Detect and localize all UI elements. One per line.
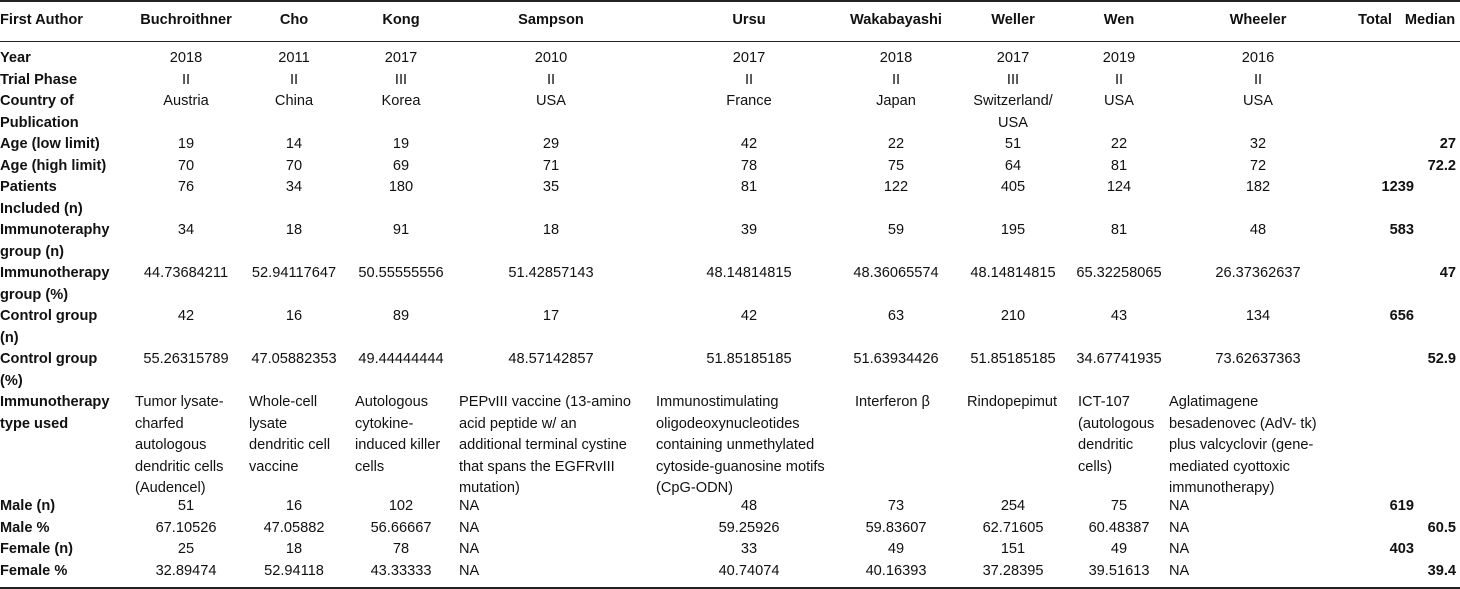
median-value: 72.2 xyxy=(1427,157,1456,174)
median-value: 47 xyxy=(1439,265,1456,281)
table-cell: II xyxy=(546,71,556,88)
table-cell: plus valcyclovir (gene- xyxy=(1169,437,1314,453)
table-cell: China xyxy=(274,93,314,109)
table-cell: that spans the EGFRvIII xyxy=(459,458,615,475)
top-rule xyxy=(0,0,1460,2)
table-cell: 122 xyxy=(883,179,909,195)
table-cell: II xyxy=(891,71,901,88)
row-label: Trial Phase xyxy=(0,71,78,88)
table-cell: charfed xyxy=(135,415,184,432)
table-cell: Immunostimulating xyxy=(656,394,779,410)
row-label: type used xyxy=(0,415,69,432)
table-cell: 44.73684211 xyxy=(143,265,229,281)
table-cell: Tumor lysate- xyxy=(135,394,224,410)
total-value: 403 xyxy=(1389,541,1414,557)
table-cell: dendritic xyxy=(1078,437,1134,453)
table-cell: 42 xyxy=(740,308,758,324)
table-cell: 47.05882353 xyxy=(251,351,337,367)
table-cell: 73.62637363 xyxy=(1215,351,1301,367)
table-cell: USA xyxy=(997,114,1029,131)
table-cell: 48.14814815 xyxy=(970,265,1056,281)
table-cell: 51.85185185 xyxy=(706,351,792,367)
table-cell: 39.51613 xyxy=(1088,562,1150,579)
table-cell: 48.36065574 xyxy=(853,265,939,281)
table-cell: 34.67741935 xyxy=(1076,351,1162,367)
column-header: Cho xyxy=(279,12,309,28)
table-cell: oligodeoxynucleotides xyxy=(656,415,800,432)
table-cell: 51.85185185 xyxy=(970,351,1056,367)
median-value: 39.4 xyxy=(1427,562,1456,579)
table-cell: lysate xyxy=(249,415,288,432)
table-cell: III xyxy=(1006,71,1020,88)
table-cell: besadenovec (AdV- tk) xyxy=(1169,415,1317,432)
table-cell: 405 xyxy=(1000,179,1026,195)
table-cell: 124 xyxy=(1106,179,1132,195)
table-cell: USA xyxy=(1242,93,1274,109)
table-cell: 2011 xyxy=(278,50,310,66)
total-value: 656 xyxy=(1389,308,1414,324)
table-cell: acid peptide w/ an xyxy=(459,415,577,432)
table-cell: 72 xyxy=(1249,157,1267,174)
table-cell: 2016 xyxy=(1241,50,1275,66)
table-cell: 151 xyxy=(1000,541,1026,557)
table-cell: 81 xyxy=(1110,157,1128,174)
table-cell: cells) xyxy=(1078,458,1113,475)
table-cell: 63 xyxy=(887,308,905,324)
table-cell: 19 xyxy=(177,136,195,152)
table-cell: 34 xyxy=(177,222,195,238)
table-cell: 32.89474 xyxy=(155,562,217,579)
table-cell: 16 xyxy=(285,498,303,514)
table-cell: 42 xyxy=(177,308,195,324)
table-cell: 51.42857143 xyxy=(508,265,594,281)
table-cell: Austria xyxy=(163,93,209,109)
table-cell: NA xyxy=(459,519,480,536)
median-value: 52.9 xyxy=(1427,351,1456,367)
table-cell: 18 xyxy=(285,541,303,557)
table-cell: ICT-107 xyxy=(1078,394,1130,410)
row-label: Male (n) xyxy=(0,498,56,514)
table-cell: 81 xyxy=(740,179,758,195)
table-cell: 49 xyxy=(887,541,905,557)
table-cell: 48 xyxy=(1249,222,1267,238)
table-cell: 48.57142857 xyxy=(508,351,594,367)
table-cell: NA xyxy=(459,541,480,557)
table-cell: 59.83607 xyxy=(865,519,927,536)
table-cell: 55.26315789 xyxy=(143,351,229,367)
table-cell: cytoside-guanosine motifs xyxy=(656,458,825,475)
table-cell: 69 xyxy=(392,157,410,174)
table-cell: containing unmethylated xyxy=(656,437,815,453)
table-cell: 49.44444444 xyxy=(358,351,444,367)
table-cell: 25 xyxy=(177,541,195,557)
row-label: Age (high limit) xyxy=(0,157,107,174)
table-cell: 67.10526 xyxy=(155,519,217,536)
table-cell: 42 xyxy=(740,136,758,152)
table-cell: Rindopepimut xyxy=(967,394,1058,410)
table-cell: USA xyxy=(1103,93,1135,109)
row-label: Immunotherapy xyxy=(0,265,110,281)
row-label: (%) xyxy=(0,372,23,389)
table-cell: NA xyxy=(1169,519,1190,536)
total-value: 1239 xyxy=(1381,179,1414,195)
table-cell: immunotherapy) xyxy=(1169,480,1275,496)
table-cell: autologous xyxy=(135,437,207,453)
table-cell: 40.16393 xyxy=(865,562,927,579)
row-label: Year xyxy=(0,50,31,66)
table-cell: additional terminal cystine xyxy=(459,437,627,453)
table-cell: 32 xyxy=(1249,136,1267,152)
table-cell: 195 xyxy=(1000,222,1026,238)
table-cell: 51.63934426 xyxy=(853,351,939,367)
table-cell: II xyxy=(1253,71,1263,88)
table-cell: 59.25926 xyxy=(718,519,780,536)
table-cell: NA xyxy=(1169,498,1190,514)
table-cell: 70 xyxy=(177,157,195,174)
table-cell: 75 xyxy=(1110,498,1128,514)
table-cell: France xyxy=(726,93,772,109)
table-cell: II xyxy=(744,71,754,88)
table-cell: 210 xyxy=(1000,308,1026,324)
table-cell: NA xyxy=(459,562,480,579)
table-cell: 78 xyxy=(740,157,758,174)
median-value: 60.5 xyxy=(1427,519,1456,536)
table-cell: 52.94117647 xyxy=(251,265,337,281)
table-cell: (Audencel) xyxy=(135,480,206,496)
header-rule xyxy=(0,41,1460,42)
table-cell: 102 xyxy=(388,498,414,514)
row-label: Female (n) xyxy=(0,541,73,557)
table-cell: 51 xyxy=(1004,136,1022,152)
table-cell: Interferon β xyxy=(855,394,930,410)
table-cell: 43.33333 xyxy=(370,562,432,579)
column-header: First Author xyxy=(0,12,83,28)
table-cell: 19 xyxy=(392,136,410,152)
row-label: Included (n) xyxy=(0,200,83,217)
table-cell: cytokine- xyxy=(355,415,414,432)
table-cell: 71 xyxy=(542,157,560,174)
table-cell: 254 xyxy=(1000,498,1026,514)
table-cell: 180 xyxy=(388,179,414,195)
row-label: Control group xyxy=(0,351,98,367)
table-cell: 81 xyxy=(1110,222,1128,238)
table-cell: 34 xyxy=(285,179,303,195)
table-cell: (autologous xyxy=(1078,415,1155,432)
table-cell: 40.74074 xyxy=(718,562,780,579)
table-cell: NA xyxy=(1169,562,1190,579)
table-cell: dendritic cells xyxy=(135,458,224,475)
table-cell: 18 xyxy=(542,222,560,238)
column-header: Wen xyxy=(1103,12,1135,28)
table-cell: II xyxy=(289,71,299,88)
table-cell: PEPvIII vaccine (13-amino xyxy=(459,394,631,410)
table-cell: mutation) xyxy=(459,480,520,496)
row-label: Female % xyxy=(0,562,68,579)
table-cell: Korea xyxy=(381,93,421,109)
row-label: Male % xyxy=(0,519,50,536)
table-cell: 73 xyxy=(887,498,905,514)
table-cell: 26.37362637 xyxy=(1215,265,1301,281)
table-cell: II xyxy=(181,71,191,88)
table-cell: 48 xyxy=(740,498,758,514)
table-cell: 64 xyxy=(1004,157,1022,174)
table-cell: 49 xyxy=(1110,541,1128,557)
column-header: Wheeler xyxy=(1229,12,1287,28)
table-cell: 14 xyxy=(285,136,303,152)
table-cell: II xyxy=(1114,71,1124,88)
row-label: group (n) xyxy=(0,243,65,260)
column-header: Weller xyxy=(991,12,1035,28)
table-cell: 2010 xyxy=(534,50,568,66)
table-cell: 59 xyxy=(887,222,905,238)
row-label: Age (low limit) xyxy=(0,136,100,152)
table-cell: 2017 xyxy=(732,50,766,66)
table-cell: 47.05882 xyxy=(263,519,325,536)
table-cell: 43 xyxy=(1110,308,1128,324)
row-label: (n) xyxy=(0,329,19,346)
column-header: Kong xyxy=(382,12,420,28)
row-label: Publication xyxy=(0,114,79,131)
table-cell: 48.14814815 xyxy=(706,265,792,281)
table-cell: 182 xyxy=(1245,179,1271,195)
table-cell: 2017 xyxy=(384,50,418,66)
table-cell: 50.55555556 xyxy=(358,265,444,281)
table-cell: USA xyxy=(535,93,567,109)
row-label: Immunoteraphy xyxy=(0,222,110,238)
table-cell: 2017 xyxy=(996,50,1030,66)
column-header: Sampson xyxy=(518,12,584,28)
table-cell: 37.28395 xyxy=(982,562,1044,579)
table-cell: vaccine xyxy=(249,458,299,475)
table-cell: III xyxy=(394,71,408,88)
table-cell: Whole-cell xyxy=(249,394,318,410)
table-cell: mediated cyottoxic xyxy=(1169,458,1290,475)
table-cell: 22 xyxy=(887,136,905,152)
table-cell: Autologous xyxy=(355,394,429,410)
table-cell: NA xyxy=(1169,541,1190,557)
table-cell: 56.66667 xyxy=(370,519,432,536)
table-cell: 89 xyxy=(392,308,410,324)
table-cell: 2019 xyxy=(1102,50,1136,66)
total-value: 619 xyxy=(1389,498,1414,514)
table-cell: 70 xyxy=(285,157,303,174)
table-cell: Aglatimagene xyxy=(1169,394,1259,410)
table-cell: 2018 xyxy=(169,50,203,66)
row-label: group (%) xyxy=(0,286,69,303)
column-header: Buchroithner xyxy=(140,12,232,28)
median-value: 27 xyxy=(1439,136,1456,152)
table-cell: dendritic cell xyxy=(249,437,331,453)
table-cell: 16 xyxy=(285,308,303,324)
column-header: Wakabayashi xyxy=(850,12,942,28)
table-cell: NA xyxy=(459,498,480,514)
table-cell: cells xyxy=(355,458,385,475)
row-label: Control group xyxy=(0,308,98,324)
table-cell: 62.71605 xyxy=(982,519,1044,536)
table-cell: 2018 xyxy=(879,50,913,66)
table-cell: 33 xyxy=(740,541,758,557)
table-cell: 134 xyxy=(1245,308,1271,324)
row-label: Patients xyxy=(0,179,57,195)
total-value: 583 xyxy=(1389,222,1414,238)
table-cell: 35 xyxy=(542,179,560,195)
table-cell: 65.32258065 xyxy=(1076,265,1162,281)
table-cell: 22 xyxy=(1110,136,1128,152)
table-cell: (CpG-ODN) xyxy=(656,480,734,496)
column-header: Ursu xyxy=(732,12,766,28)
table-cell: 17 xyxy=(542,308,560,324)
table-cell: 52.94118 xyxy=(264,562,324,579)
row-label: Country of xyxy=(0,93,74,109)
table-cell: 91 xyxy=(392,222,410,238)
column-header: Total xyxy=(1358,12,1392,28)
table-cell: 78 xyxy=(392,541,410,557)
table-cell: Japan xyxy=(876,93,916,109)
table-cell: 39 xyxy=(740,222,758,238)
table-cell: induced killer xyxy=(355,437,441,453)
table-cell: 29 xyxy=(542,136,560,152)
column-header: Median xyxy=(1404,12,1456,28)
row-label: Immunotherapy xyxy=(0,394,110,410)
table-cell: 51 xyxy=(177,498,195,514)
table-cell: 76 xyxy=(177,179,195,195)
table-cell: 75 xyxy=(887,157,905,174)
table-cell: 18 xyxy=(285,222,303,238)
table-cell: 60.48387 xyxy=(1088,519,1150,536)
table-cell: Switzerland/ xyxy=(973,93,1053,109)
